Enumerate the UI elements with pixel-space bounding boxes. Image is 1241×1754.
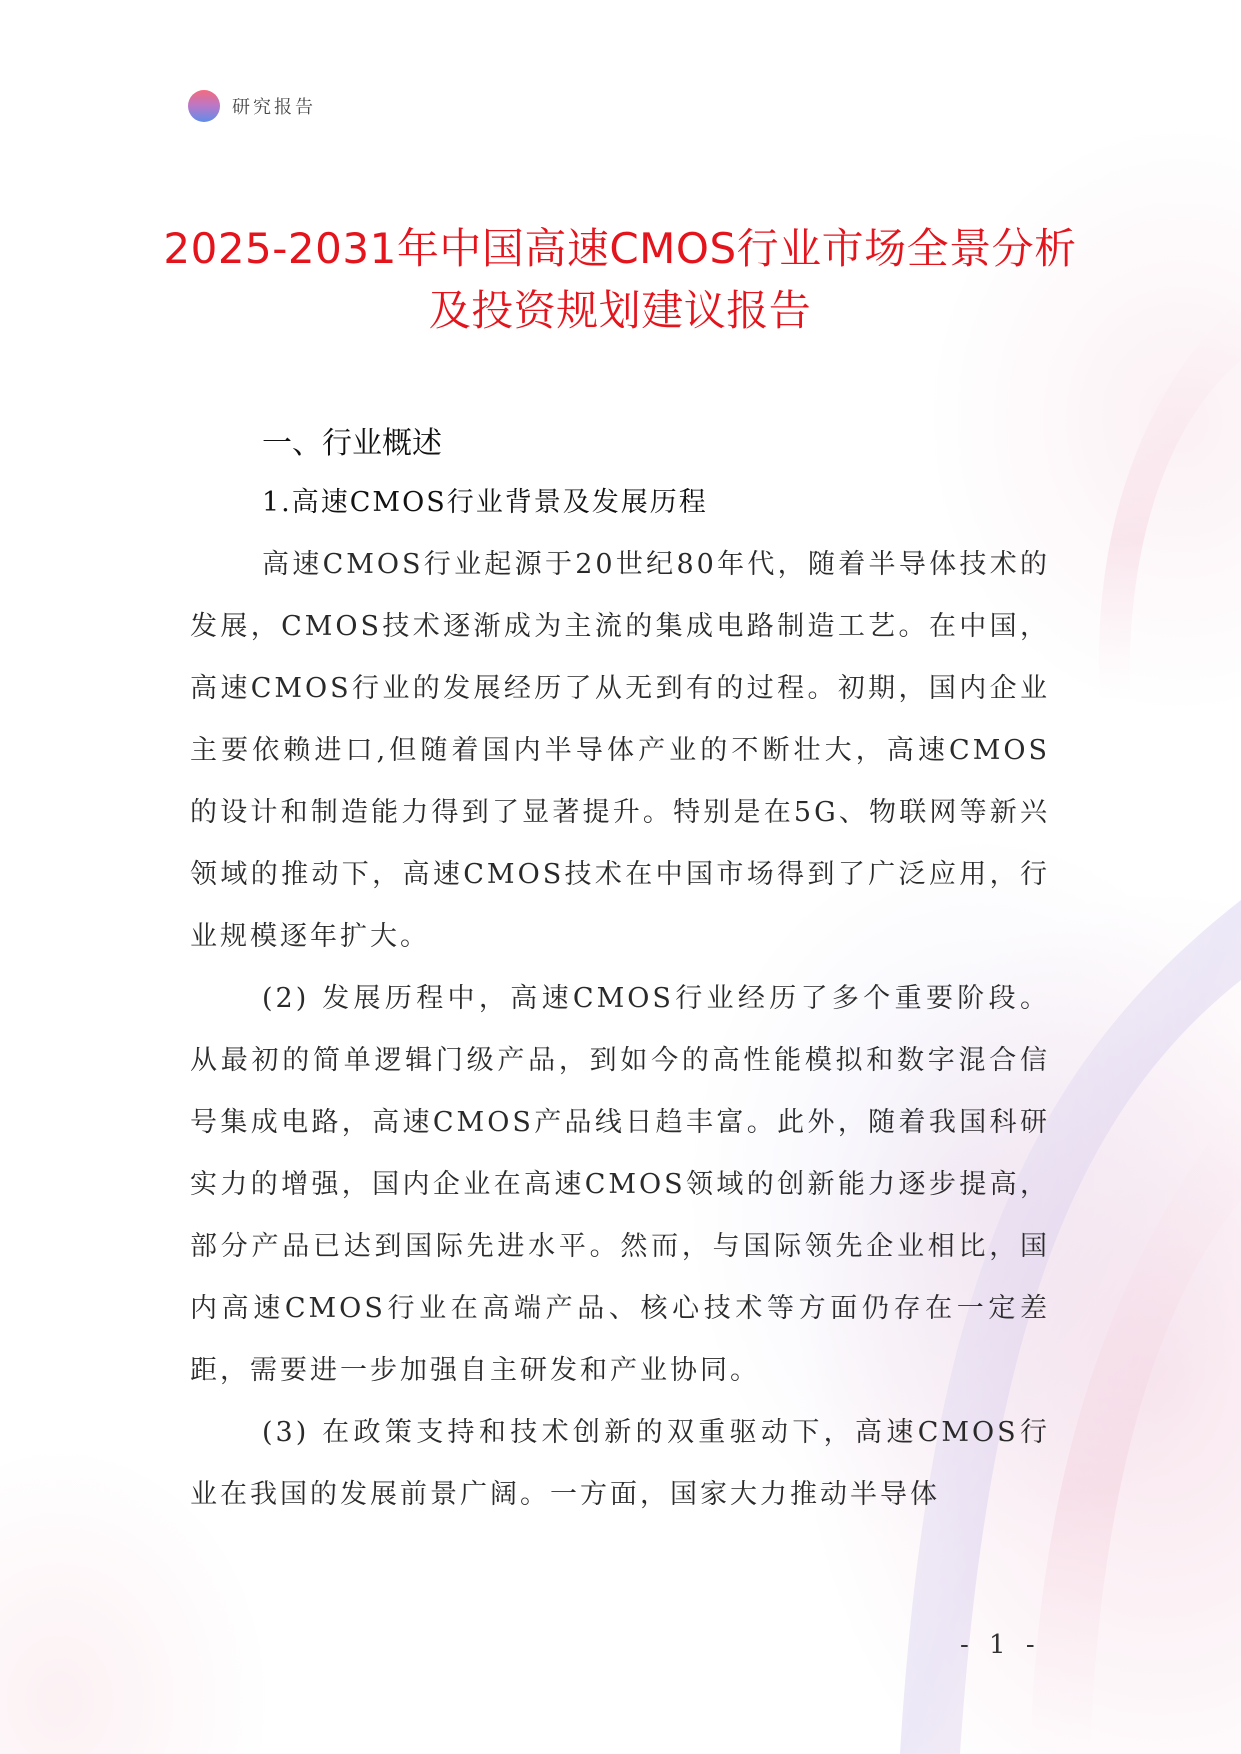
logo-icon — [188, 90, 220, 122]
section-heading: 一、行业概述 — [262, 426, 442, 461]
body-paragraph-2: (2) 发展历程中，高速CMOS行业经历了多个重要阶段。从最初的简单逻辑门级产品，到如今的高性能模拟和数字混合信号集成电路，高速CMOS产品线日趋丰富。此外，随着我国科研实力的增强，国内企业在高速CMOS领域的创新能力逐步提高，部分产品已达到国际先进水平。然而，与国际领先企业相比，国内高速CMOS行业在高端产品、核心技术等方面仍存在一定差距，需要进一步加强自主研发和产业协同。 — [190, 983, 1050, 1386]
body-paragraph-1: 高速CMOS行业起源于20世纪80年代，随着半导体技术的发展，CMOS技术逐渐成为主流的集成电路制造工艺。在中国，高速CMOS行业的发展经历了从无到有的过程。初期，国内企业主要依赖进口,但随着国内半导体产业的不断壮大，高速CMOS的设计和制造能力得到了显著提升。特别是在5G、物联网等新兴领域的推动下，高速CMOS技术在中国市场得到了广泛应用，行业规模逐年扩大。 — [190, 549, 1050, 952]
report-title: 2025-2031年中国高速CMOS行业市场全景分析及投资规划建议报告 — [163, 224, 1077, 335]
section-subheading: 1.高速CMOS行业背景及发展历程 — [262, 487, 708, 518]
body-paragraph-3: (3) 在政策支持和技术创新的双重驱动下，高速CMOS行业在我国的发展前景广阔。一方面，国家大力推动半导体 — [190, 1417, 1050, 1510]
report-header — [188, 88, 316, 124]
page-number: - 1 - — [960, 1630, 1041, 1660]
header-label: 研究报告 — [232, 97, 316, 118]
report-content — [190, 416, 1050, 1526]
